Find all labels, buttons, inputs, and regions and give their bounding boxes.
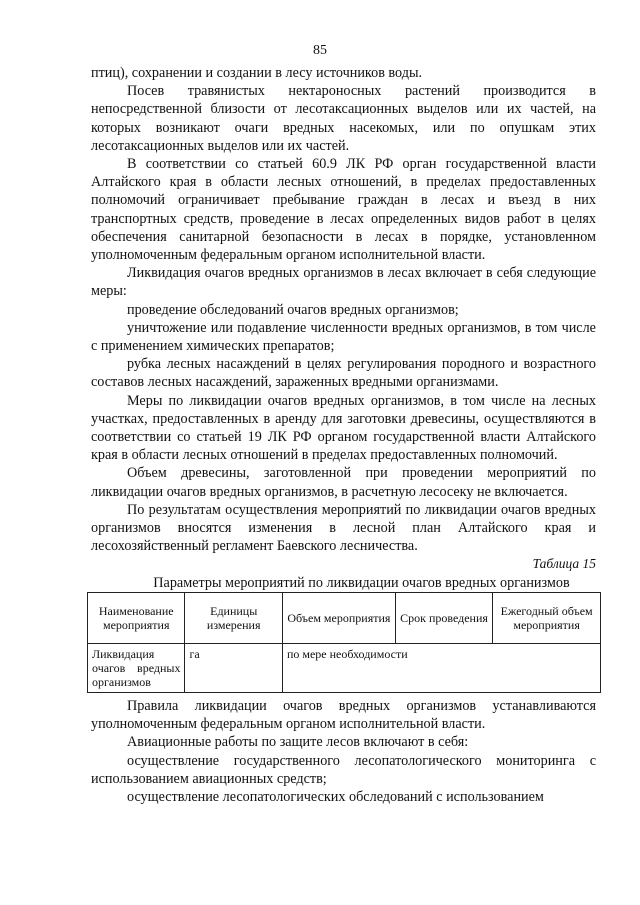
- paragraph: Посев травянистых нектароносных растений производится в непосредственной близости от лесотаксационных выделов или их частей, на которых возникают очаги вредных насекомых, или по опушкам этих лесотаксационных выделов или их частей.: [91, 83, 596, 154]
- header-name: Наименование мероприятия: [88, 592, 185, 643]
- paragraph: осуществление государственного лесопатологического мониторинга с использованием авиационных средств;: [91, 752, 596, 787]
- parameters-table: [87, 592, 601, 693]
- paragraph: рубка лесных насаждений в целях регулирования породного и возрастного составов лесных насаждений, зараженных вредными организмами.: [91, 356, 596, 391]
- paragraph: проведение обследований очагов вредных организмов;: [127, 301, 459, 318]
- paragraph: Ликвидация очагов вредных организмов в лесах включает в себя следующие меры:: [91, 265, 596, 300]
- table-caption: Таблица 15: [532, 556, 596, 572]
- cell-merged-value: по мере необходимости: [282, 643, 600, 692]
- page-number: 85: [313, 43, 327, 58]
- header-period: Срок проведения: [395, 592, 492, 643]
- cell-unit: га: [185, 643, 282, 692]
- table-title: Параметры мероприятий по ликвидации очагов вредных организмов: [153, 574, 570, 591]
- paragraph: осуществление лесопатологических обследований с использованием: [127, 788, 544, 805]
- paragraph: птиц), сохранении и создании в лесу источников воды.: [91, 65, 423, 81]
- paragraph: В соответствии со статьей 60.9 ЛК РФ орган государственной власти Алтайского края в области лесных отношений, в пределах предоставленных полномочий ограничивает пребывание граждан в лесах и въезд в них транспортных средств, проведение в лесах определенных видов работ в целях обеспечения санитарной безопасности в лесах в порядке, установленном уполномоченным федеральным органом исполнительной власти.: [91, 156, 596, 264]
- header-unit: Единицы измерения: [185, 592, 282, 643]
- header-volume: Объем мероприятия: [282, 592, 395, 643]
- paragraph: Меры по ликвидации очагов вредных организмов, в том числе на лесных участках, предоставленных в аренду для заготовки древесины, осуществляются в соответствии со статьей 19 ЛК РФ органом государственной власти Алтайского края в области лесных отношений в пределах предоставленных полномочий.: [91, 392, 596, 464]
- cell-name: Ликвидация очагов вредных организмов: [88, 643, 185, 692]
- paragraphs-before-table: [91, 64, 596, 555]
- header-annual-volume: Ежегодный объем мероприятия: [493, 592, 601, 643]
- table-row: [88, 643, 601, 692]
- paragraphs-after-table: [91, 697, 596, 806]
- paragraph: уничтожение или подавление численности вредных организмов, в том числе с применением химических препаратов;: [91, 319, 596, 355]
- document-body: [91, 64, 596, 806]
- table-header-row: [88, 592, 601, 643]
- paragraph: Объем древесины, заготовленной при проведении мероприятий по ликвидации очагов вредных организмов, в расчетную лесосеку не включается.: [91, 465, 596, 500]
- paragraph: Авиационные работы по защите лесов включают в себя:: [127, 734, 469, 751]
- paragraph: Правила ликвидации очагов вредных организмов устанавливаются уполномоченным федеральным органом исполнительной власти.: [91, 697, 596, 733]
- paragraph: По результатам осуществления мероприятий по ликвидации очагов вредных организмов вносятся изменения в лесной план Алтайского края и лесохозяйственный регламент Баевского лесничества.: [91, 501, 596, 555]
